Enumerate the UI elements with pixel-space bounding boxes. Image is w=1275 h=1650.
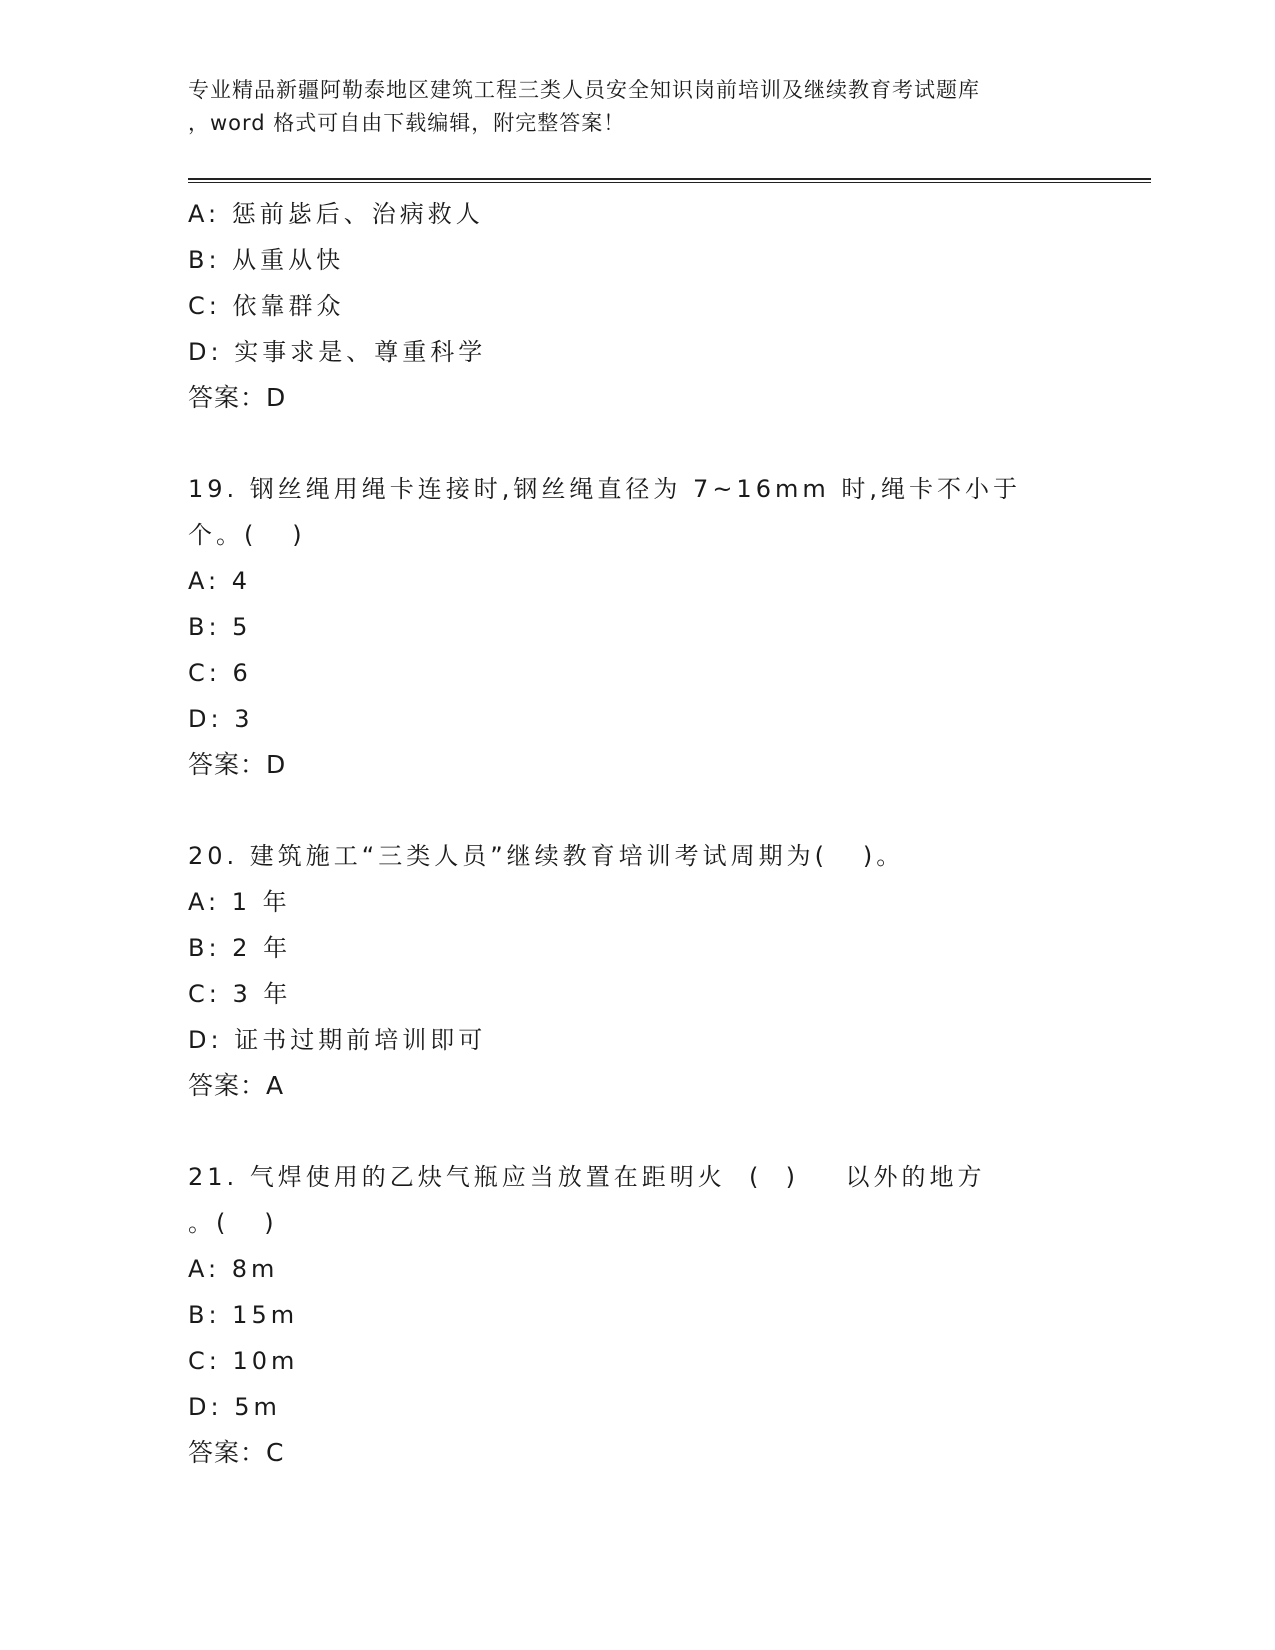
question-21: [188, 1154, 1088, 1476]
spacer: [188, 421, 1088, 466]
header-title-line2: ，word 格式可自由下载编辑，附完整答案！: [188, 111, 626, 135]
question-stem-continued: 。( ): [188, 1209, 278, 1237]
option-c: C: 10m: [188, 1347, 299, 1375]
answer: 答案：D: [188, 383, 287, 412]
question-19: [188, 466, 1088, 788]
option-c: C: 6: [188, 659, 252, 687]
question-20: [188, 833, 1088, 1109]
header-title-line1: 专业精品新疆阿勒泰地区建筑工程三类人员安全知识岗前培训及继续教育考试题库: [188, 78, 980, 102]
option-a: A: 4: [188, 567, 251, 595]
option-b: B: 15m: [188, 1301, 299, 1329]
option-d: D: 3: [188, 705, 254, 733]
question-list: [188, 191, 1088, 1476]
option-a: A: 惩前毖后、治病救人: [188, 200, 484, 228]
header-divider: [188, 178, 1151, 183]
option-b: B: 5: [188, 613, 252, 641]
question-stem: 19. 钢丝绳用绳卡连接时,钢丝绳直径为 7~16mm 时,绳卡不小于: [188, 475, 1021, 503]
option-c: C: 依靠群众: [188, 292, 345, 320]
option-c: C: 3 年: [188, 980, 292, 1008]
answer: 答案：C: [188, 1438, 285, 1467]
answer: 答案：A: [188, 1071, 285, 1100]
option-a: A: 8m: [188, 1255, 279, 1283]
spacer: [188, 1109, 1088, 1154]
answer: 答案：D: [188, 750, 287, 779]
option-b: B: 从重从快: [188, 246, 345, 274]
option-d: D: 实事求是、尊重科学: [188, 338, 487, 366]
spacer: [188, 788, 1088, 833]
question-stem: 20. 建筑施工“三类人员”继续教育培训考试周期为( )。: [188, 842, 905, 870]
option-d: D: 证书过期前培训即可: [188, 1026, 487, 1054]
option-a: A: 1 年: [188, 888, 291, 916]
option-b: B: 2 年: [188, 934, 292, 962]
page-header: [188, 74, 1088, 140]
question-stem: 21. 气焊使用的乙炔气瓶应当放置在距明火 ( ) 以外的地方: [188, 1163, 986, 1191]
question-18-tail: [188, 191, 1088, 421]
question-stem-continued: 个。( ): [188, 521, 306, 549]
option-d: D: 5m: [188, 1393, 281, 1421]
